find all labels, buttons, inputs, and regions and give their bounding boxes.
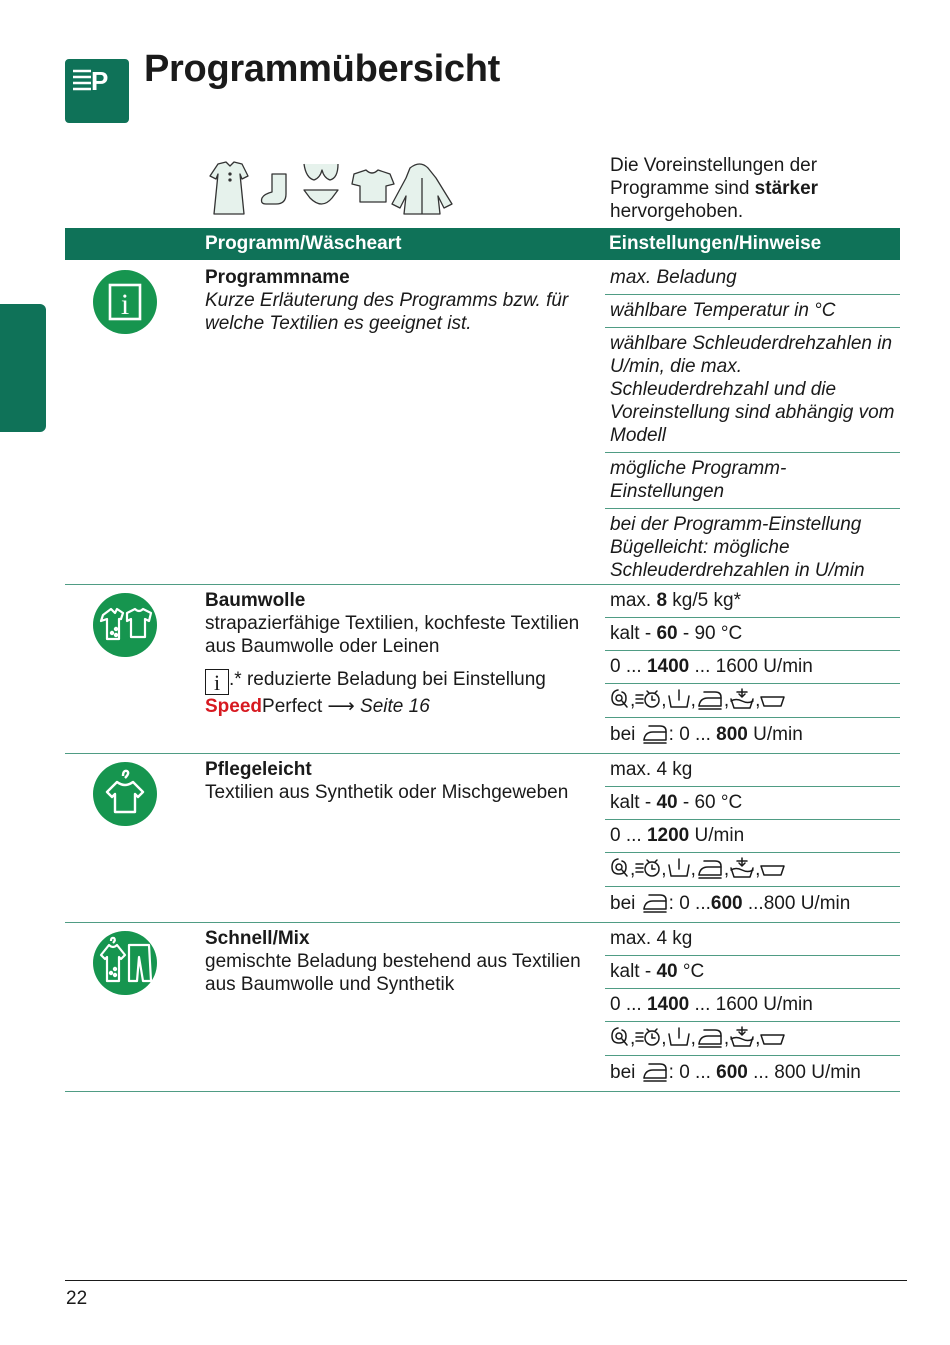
program-text-pflegeleicht: Textilien aus Synthetik oder Mischgeweben	[205, 782, 569, 803]
legend-setting-temperature: wählbare Temperatur in °C	[605, 295, 900, 328]
stain-icon	[610, 1026, 630, 1048]
program-row-schnell-mix	[65, 923, 900, 1091]
legend-setting-load: max. Beladung	[605, 262, 900, 295]
legend-settings	[605, 262, 900, 587]
program-list-icon	[65, 59, 129, 123]
time-icon	[635, 688, 661, 710]
iron-suffix: ... 800 U/min	[747, 1062, 861, 1083]
column-header-program: Programm/Wäscheart	[205, 233, 402, 254]
intro-text-end: hervorgehoben.	[610, 201, 744, 222]
page-reference: Seite 16	[354, 696, 430, 717]
setting-options: , , , , ,	[605, 853, 900, 887]
time-icon	[635, 857, 661, 879]
baumwolle-settings	[605, 585, 900, 751]
setting-iron	[605, 1056, 900, 1089]
page-number: 22	[66, 1288, 88, 1309]
page-title: Programmübersicht	[144, 48, 500, 90]
iron-default: 600	[710, 893, 743, 914]
iron-icon	[696, 688, 724, 710]
iron-icon	[696, 1026, 724, 1048]
iron-default: 800	[716, 724, 748, 745]
iron-icon	[641, 722, 669, 744]
laundry-types-illustration	[206, 160, 458, 218]
setting-temperature: kalt - 40 °C	[605, 956, 900, 989]
setting-spin: 0 ... 1400 ... 1600 U/min	[605, 989, 900, 1022]
chapter-logo	[65, 59, 129, 123]
cotton-laundry-icon	[93, 593, 157, 657]
underwear-icon	[304, 164, 338, 204]
stain-icon	[610, 857, 630, 879]
iron-suffix: U/min	[747, 724, 803, 745]
program-text-baumwolle: strapazierfähige Textilien, kochfeste Textilien aus Baumwolle oder Leinen	[205, 613, 580, 657]
setting-load: max. 8 kg/5 kg*	[605, 585, 900, 618]
legend-program-text: Kurze Erläuterung des Programms bzw. für welche Textilien es geeignet ist.	[205, 290, 569, 334]
time-icon	[635, 1026, 661, 1048]
stain-icon	[610, 688, 630, 710]
setting-temperature: kalt - 60 - 90 °C	[605, 618, 900, 651]
legend-program-name: Programmname	[205, 267, 350, 288]
setting-spin: 0 ... 1200 U/min	[605, 820, 900, 853]
iron-icon	[641, 891, 669, 913]
intro-text: Die Voreinstellungen der Programme sind	[610, 155, 818, 199]
intro-bold-word: stärker	[754, 178, 819, 199]
note-text: .* reduzierte Beladung bei Einstellung	[229, 669, 546, 690]
mixed-laundry-icon	[93, 931, 157, 995]
reduced-load-note	[205, 668, 595, 718]
row-divider	[65, 1091, 900, 1092]
iron-icon	[696, 857, 724, 879]
iron-prefix: bei	[610, 893, 641, 914]
iron-range: : 0 ...	[668, 893, 711, 914]
setting-iron	[605, 718, 900, 751]
info-small-icon: i	[205, 669, 229, 695]
tub-icon	[760, 1026, 786, 1048]
table-header	[65, 228, 900, 260]
schnell-mix-description	[205, 927, 595, 996]
iron-prefix: bei	[610, 724, 641, 745]
iron-icon	[641, 1060, 669, 1082]
dress-icon	[210, 162, 248, 214]
water-icon	[729, 857, 755, 879]
logo-letter: P	[91, 66, 109, 96]
iron-prefix: bei	[610, 1062, 641, 1083]
setting-spin: 0 ... 1400 ... 1600 U/min	[605, 651, 900, 684]
rinse-icon	[667, 1026, 691, 1048]
tshirt-icon	[352, 170, 394, 202]
easy-care-shirt-icon	[93, 762, 157, 826]
speed-label: Speed	[205, 696, 263, 717]
program-name-pflegeleicht: Pflegeleicht	[205, 759, 312, 780]
program-name-schnell-mix: Schnell/Mix	[205, 928, 310, 949]
program-text-schnell-mix: gemischte Beladung bestehend aus Textilien aus Baumwolle und Synthetik	[205, 951, 581, 995]
jacket-icon	[392, 164, 452, 214]
legend-setting-options: mögliche Programm-Einstellungen	[605, 453, 900, 509]
water-icon	[729, 688, 755, 710]
info-icon	[93, 270, 157, 334]
iron-default: 600	[716, 1062, 748, 1083]
setting-load: max. 4 kg	[605, 923, 900, 956]
rinse-icon	[667, 688, 691, 710]
pflegeleicht-description	[205, 758, 595, 804]
iron-suffix: ...800 U/min	[742, 893, 851, 914]
tub-icon	[760, 857, 786, 879]
iron-range: : 0 ...	[668, 1062, 717, 1083]
setting-iron	[605, 887, 900, 920]
column-header-settings: Einstellungen/Hinweise	[609, 233, 822, 254]
perfect-label: Perfect	[262, 696, 328, 717]
chapter-side-tab	[0, 304, 46, 432]
legend-row	[65, 262, 900, 584]
sock-icon	[262, 174, 287, 204]
setting-temperature: kalt - 40 - 60 °C	[605, 787, 900, 820]
program-row-baumwolle	[65, 585, 900, 753]
legend-setting-iron: bei der Programm-Einstellung Bügelleicht: mögliche Schleuderdrehzahlen in U/min	[610, 514, 865, 581]
program-row-pflegeleicht	[65, 754, 900, 922]
footer-rule	[65, 1280, 907, 1281]
svg-text:i: i	[120, 288, 130, 321]
program-name-baumwolle: Baumwolle	[205, 590, 306, 611]
legend-setting-spin: wählbare Schleuderdrehzahlen in U/min, die max. Schleuderdrehzahl und die Voreinstellung sind abhängig vom Modell	[605, 328, 900, 453]
baumwolle-description	[205, 589, 595, 718]
arrow-icon: ⟶	[327, 696, 355, 717]
intro-note	[610, 154, 900, 223]
water-icon	[729, 1026, 755, 1048]
pflegeleicht-settings	[605, 754, 900, 920]
schnell-mix-settings	[605, 923, 900, 1089]
setting-options: , , , , ,	[605, 684, 900, 718]
legend-description	[205, 266, 595, 335]
rinse-icon	[667, 857, 691, 879]
tub-icon	[760, 688, 786, 710]
setting-options: , , , , ,	[605, 1022, 900, 1056]
iron-range: : 0 ...	[668, 724, 717, 745]
setting-load: max. 4 kg	[605, 754, 900, 787]
